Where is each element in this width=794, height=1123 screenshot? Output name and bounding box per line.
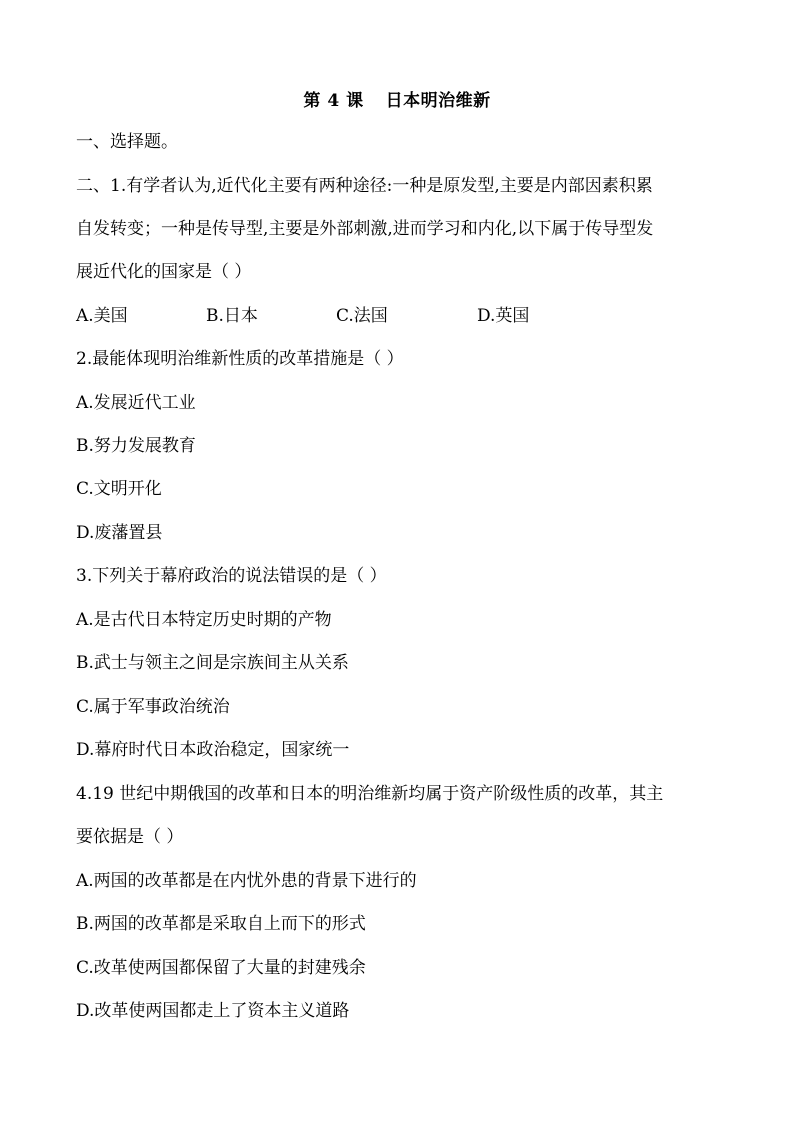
q1-options — [76, 305, 736, 327]
q3-stem: 3.下列关于幕府政治的说法错误的是（ ） — [76, 566, 387, 586]
q1-stem-line2: 自发转变；一种是传导型,主要是外部刺激,进而学习和内化,以下属于传导型发 — [76, 219, 654, 239]
lesson-name: 日本明治维新 — [385, 91, 491, 111]
q1-stem-line3: 展近代化的国家是（ ） — [76, 262, 252, 282]
q4-option-c: C.改革使两国都保留了大量的封建残余 — [76, 958, 366, 978]
q3-option-a: A.是古代日本特定历史时期的产物 — [76, 610, 332, 630]
q4-stem-line1: 4.19 世纪中期俄国的改革和日本的明治维新均属于资产阶级性质的改革，其主 — [76, 784, 664, 804]
q3-option-b: B.武士与领主之间是宗族间主从关系 — [76, 653, 349, 673]
q4-option-a: A.两国的改革都是在内忧外患的背景下进行的 — [76, 871, 417, 891]
q1-option-c: C.法国 — [336, 306, 388, 326]
q3-option-c: C.属于军事政治统治 — [76, 697, 230, 717]
q2-option-c: C.文明开化 — [76, 479, 162, 499]
q4-option-b: B.两国的改革都是采取自上而下的形式 — [76, 914, 366, 934]
q4-stem-line2: 要依据是（ ） — [76, 827, 184, 847]
q2-option-d: D.废藩置县 — [76, 523, 163, 543]
q1-option-d: D.英国 — [477, 306, 530, 326]
q3-option-d: D.幕府时代日本政治稳定，国家统一 — [76, 740, 350, 760]
q2-option-a: A.发展近代工业 — [76, 393, 196, 413]
q1-option-a: A.美国 — [76, 306, 128, 326]
q2-stem: 2.最能体现明治维新性质的改革措施是（ ） — [76, 349, 404, 369]
q2-option-b: B.努力发展教育 — [76, 436, 196, 456]
q4-option-d: D.改革使两国都走上了资本主义道路 — [76, 1001, 350, 1021]
q1-stem-line1: 二、1.有学者认为,近代化主要有两种途径:一种是原发型,主要是内部因素积累 — [76, 176, 653, 196]
lesson-number: 第 4 课 — [303, 91, 364, 111]
lesson-title — [0, 86, 794, 111]
section-heading: 一、选择题。 — [76, 132, 178, 152]
q1-option-b: B.日本 — [206, 306, 258, 326]
